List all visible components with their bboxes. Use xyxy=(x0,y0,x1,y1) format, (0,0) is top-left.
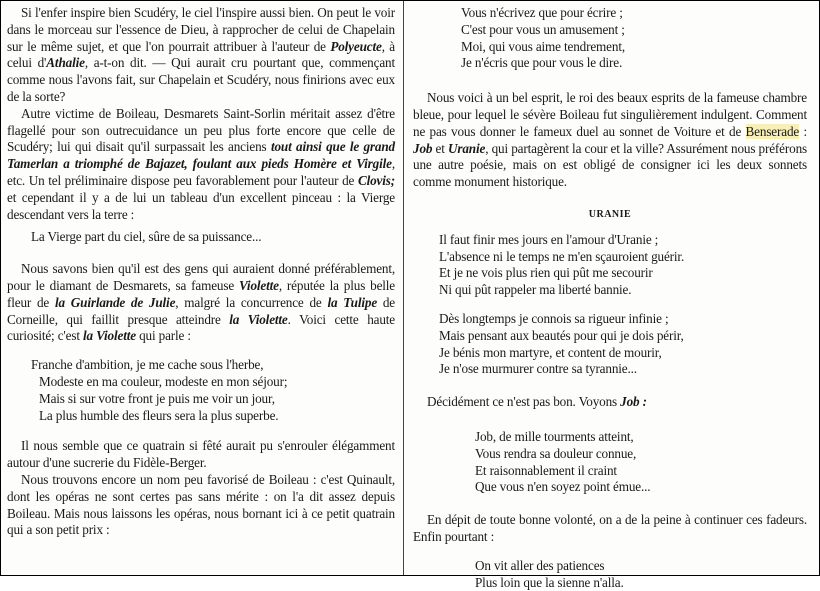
verse-line: C'est pour vous un amusement ; xyxy=(461,21,625,37)
left-column xyxy=(7,5,395,539)
verse-line: Job, de mille tourments atteint, xyxy=(475,428,634,444)
poem-job xyxy=(413,429,807,496)
italic-title: Athalie xyxy=(46,55,85,71)
italic-title: Violette xyxy=(239,277,279,293)
poem-uranie-stanza-1 xyxy=(413,232,807,299)
quoted-verse: La Vierge part du ciel, sûre de sa puissance... xyxy=(31,229,262,245)
paragraph xyxy=(413,90,807,191)
paragraph: Il nous semble que ce quatrain si fêté aurait pu s'enrouler élégamment autour d'une sucrerie du Fidèle-Berger. xyxy=(7,438,395,471)
verse-line: La plus humble des fleurs sera la plus superbe. xyxy=(39,407,279,423)
text: qui parle : xyxy=(135,328,191,344)
italic-quote: tout ainsi que le grand Tamerlan a triomphé de Bajazet, foulant aux pieds Homère et Virgile xyxy=(7,139,395,172)
verse-line: Je bénis mon martyre, et content de mourir, xyxy=(439,344,662,360)
column-divider xyxy=(403,1,404,575)
text: , qui partagèrent la cour et la ville? Assurément nous préférons une autre poésie, mais on est obligé de consigner ici les deux sonnets comme monument historique. xyxy=(413,140,807,190)
verse-line: Je n'ose murmurer contre sa tyrannie... xyxy=(439,361,637,377)
paragraph: Nous trouvons encore un nom peu favorisé de Boileau : c'est Quinault, dont les opéras ne sont certes pas sans mérite : on l'a dit assez depuis Boileau. Mais nous laissons les opéras, nous bornant ici à ce petit quatrain qui a son petit prix : xyxy=(7,471,395,538)
paragraph xyxy=(7,106,395,224)
text: , réputée la plus belle fleur de xyxy=(7,277,395,310)
verse-line: Je n'écris que pour vous le dire. xyxy=(461,55,623,71)
verse-line: Modeste en ma couleur, modeste en mon séjour; xyxy=(39,373,288,389)
italic-title: Uranie xyxy=(448,140,486,156)
poem-quinault xyxy=(413,5,807,72)
text: et cependant il y a de lui un tableau d'un excellent pinceau : la Vierge descendant vers la terre : xyxy=(7,189,395,222)
verse-line: Vous n'écrivez que pour écrire ; xyxy=(461,5,623,20)
verse-line: Mais si sur votre front je puis me voir un jour, xyxy=(39,390,275,406)
poem-patiences xyxy=(413,558,807,591)
paragraph xyxy=(7,261,395,345)
italic-title: la Violette xyxy=(83,328,136,344)
paragraph: En dépit de toute bonne volonté, on a de la peine à continuer ces fadeurs. Enfin pourtant : xyxy=(413,512,807,544)
highlighted-name: Benserade xyxy=(745,123,800,139)
verse-line: Mais pensant aux beautés pour qui je dois périr, xyxy=(439,327,684,343)
verse-line: Que vous n'en soyez point émue... xyxy=(475,479,651,495)
text: Nous voici à un bel esprit, le roi des beaux esprits de la fameuse chambre bleue, pour lequel le sévère Boileau fut singulièrement indulgent. Comment ne pas vous donner le fameux duel au sonnet de Voiture et de xyxy=(413,90,807,139)
text: Si l'enfer inspire bien Scudéry, le ciel l'inspire aussi bien. On peut le voir dans le morceau sur l'essence de Dieu, à rapprocher de celui de Chapelain sur le même sujet, et que l'on pourrait attribuer à l'auteur de xyxy=(7,5,395,54)
paragraph xyxy=(7,5,395,106)
verse-line: Ni qui pût rappeler ma liberté bannie. xyxy=(439,282,632,298)
italic-title: Job : xyxy=(620,394,647,410)
verse-line: Et raisonnablement il craint xyxy=(475,462,617,478)
italic-title: la Violette xyxy=(229,311,288,327)
text: et xyxy=(432,140,448,156)
poem-heading: URANIE xyxy=(588,208,632,220)
text: , etc. Un tel préliminaire dispose peu favorablement pour l'auteur de xyxy=(7,156,395,188)
verse-line: Plus loin que la sienne n'alla. xyxy=(475,574,624,590)
verse-line: Franche d'ambition, je me cache sous l'herbe, xyxy=(31,357,264,373)
verse-line: L'absence ni le temps ne m'en sçauroient guérir. xyxy=(439,248,685,264)
verse-line: Et je ne vois plus rien qui pût me secourir xyxy=(439,265,653,281)
text: de Corneille, qui faillit presque atteindre xyxy=(7,294,396,327)
verse-line: On vit aller des patiences xyxy=(475,557,605,573)
italic-title: Job xyxy=(413,140,433,156)
text: , malgré la concurrence de xyxy=(175,294,328,310)
italic-title: Polyeucte xyxy=(330,38,382,54)
italic-title: la Guirlande de Julie xyxy=(54,294,176,310)
text: , a-t-on dit. — Qui aurait cru pourtant que, commençant comme nous l'avons fait, sur Chapelain et Scudéry, nous finirions avec eux de la sorte? xyxy=(7,55,395,104)
text: Décidément ce n'est pas bon. Voyons xyxy=(427,394,621,410)
text: Nous savons bien qu'il est des gens qui auraient donné préférablement, pour le diamant de Desmarets, sa fameuse xyxy=(7,261,395,293)
paragraph xyxy=(413,394,807,411)
verse-line: Moi, qui vous aime tendrement, xyxy=(461,38,625,54)
text: Autre victime de Boileau, Desmarets Saint-Sorlin méritait assez d'être flagellé pour son outrecuidance un peu plus forte encore que celle de Scudéry; lui qui disait qu'il surpassait les anciens xyxy=(7,105,395,155)
verse-line: Il faut finir mes jours en l'amour d'Uranie ; xyxy=(439,231,659,247)
verse-line: Dès longtemps je connois sa rigueur infinie ; xyxy=(439,310,669,326)
text: , à celui d' xyxy=(7,38,396,71)
poem-uranie-stanza-2 xyxy=(413,311,807,378)
poem-violette xyxy=(7,357,395,424)
right-column xyxy=(413,5,807,591)
text: . Voici cette haute curiosité; c'est xyxy=(7,311,395,344)
text: : xyxy=(799,123,807,139)
verse-line: Vous rendra sa douleur connue, xyxy=(475,445,637,461)
italic-title: la Tulipe xyxy=(327,294,378,310)
italic-title: Clovis; xyxy=(357,172,395,188)
